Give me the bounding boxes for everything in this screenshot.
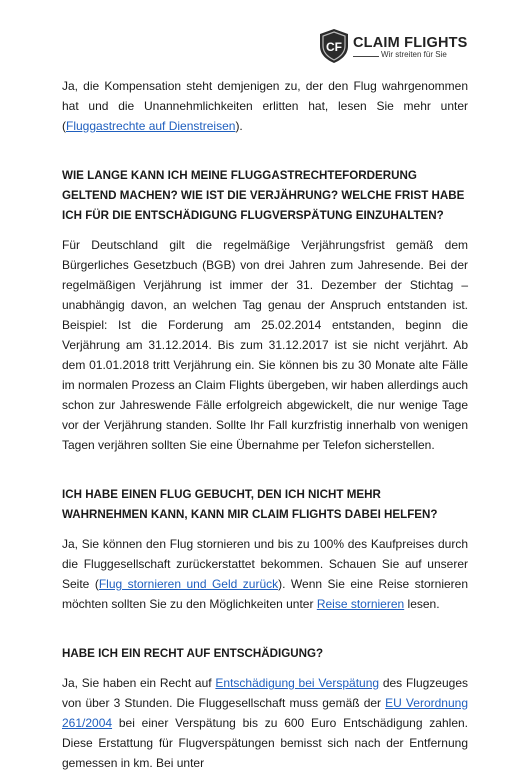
claim-flights-logo [318,28,468,64]
entschaedigung-verspaetung-link[interactable]: Entschädigung bei Verspätung [215,676,380,690]
brand-name: CLAIM FLIGHTS [353,35,468,51]
stornieren-paragraph: Ja, Sie können den Flug stornieren und bis zu 100% des Kaufpreises durch die Fluggesellschaft zurückerstattet bekommen. Schauen Sie auf unserer Seite (Flug stornieren und Geld zurück). Wenn Sie eine Reise stornieren möchten sollten Sie zu den Möglichkeiten unter Reise stornieren lesen. [62,537,469,611]
stornieren-heading: ICH HABE EINEN FLUG GEBUCHT, DEN ICH NICHT MEHR WAHRNEHMEN KANN, KANN MIR CLAIM FLIGHTS DABEI HELFEN? [62,488,438,521]
dienstreisen-link[interactable]: Fluggastrechte auf Dienstreisen [66,119,236,133]
flug-stornieren-link[interactable]: Flug stornieren und Geld zurück [98,577,279,591]
eu-verordnung-link[interactable]: EU Verordnung 261/2004 [62,696,468,730]
verjaehrung-heading: WIE LANGE KANN ICH MEINE FLUGGASTRECHTEFORDERUNG GELTEND MACHEN? WIE IST DIE VERJÄHRUNG? WELCHE FRIST HABE ICH FÜR DIE ENTSCHÄDIGUNG FLUGVERSPÄTUNG EINZUHALTEN? [62,169,465,222]
brand-tagline: Wir streiten für Sie [381,50,447,59]
verjaehrung-paragraph: Für Deutschland gilt die regelmäßige Verjährungsfrist gemäß dem Bürgerliches Gesetzbuch (BGB) von drei Jahren zum Jahresende. Bei der regelmäßigen Verjährung ist immer der 31. Dezember der Stichtag – unabhängig davon, an welchen Tag genau der Anspruch entstanden ist. Beispiel: Ist die Forderung am 25.02.2014 entstanden, beginn die Verjährung am 31.12.2014. Bis zum 31.12.2017 ist sie nicht verjährt. Ab dem 01.01.2018 tritt Verjährung ein. Sie können bis zu 30 Monate alte Fälle im normalen Prozess an Claim Flights übergeben, wir haben allerdings auch schon zur Jahreswende Fälle erfolgreich abgewickelt, die nur wenige Tage vor der Verjährung standen. Sollte Ihr Fall kurzfristig innerhalb von wenigen Tagen verjähren sollten Sie eine Übernahme per Telefon sicherstellen. [62,238,468,452]
tagline-rule [353,56,379,57]
reise-stornieren-link[interactable]: Reise stornieren [316,597,405,611]
claim-flights-shield-icon [318,28,350,64]
svg-text:CF: CF [326,40,342,54]
recht-paragraph: Ja, Sie haben ein Recht auf Entschädigung bei Verspätung des Flugzeuges von über 3 Stunden. Die Fluggesellschaft muss gemäß der EU Verordnung 261/2004 bei einer Verspätung bis zu 600 Euro Entschädigung zahlen. Diese Erstattung für Flugverspätungen bemisst sich nach der Entfernung gemessen in km. Bei unter [62,676,468,770]
recht-heading: HABE ICH EIN RECHT AUF ENTSCHÄDIGUNG? [62,647,324,660]
document-body [62,76,468,773]
intro-paragraph: Ja, die Kompensation steht demjenigen zu, der den Flug wahrgenommen hat und die Unannehmlichkeiten erlitten hat, lesen Sie mehr unter (Fluggastrechte auf Dienstreisen). [62,79,468,133]
